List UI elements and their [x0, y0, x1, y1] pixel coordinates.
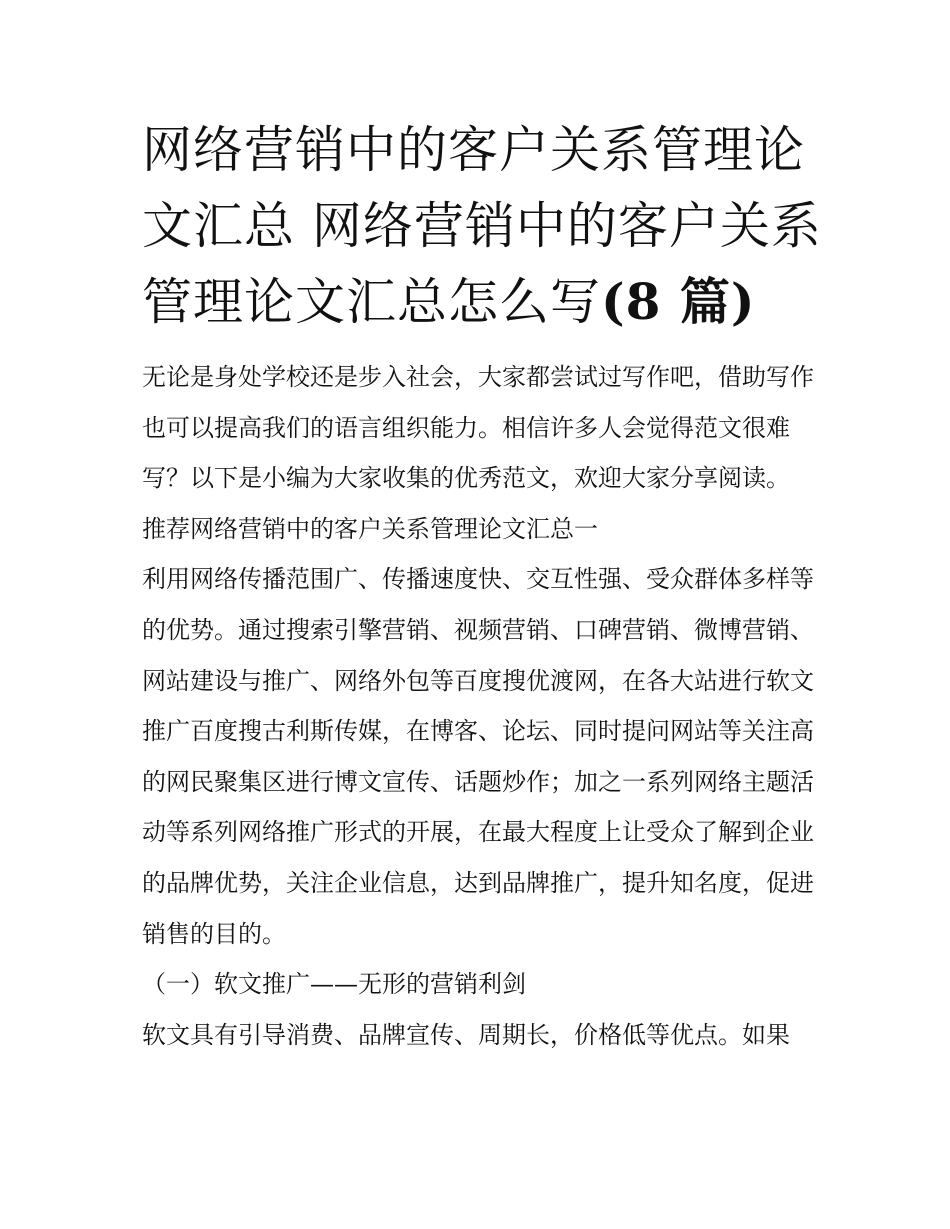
- section-heading-recommend: 推荐网络营销中的客户关系管理论文汇总一: [142, 514, 598, 543]
- title-main: 网络营销中的客户关系管理论文汇总 网络营销中的客户关系管理论文汇总怎么写: [142, 121, 822, 331]
- body-paragraph-continued: 软文具有引导消费、品牌宣传、周期长，价格低等优点。如果: [142, 1020, 790, 1049]
- document-title: [142, 112, 822, 340]
- body-paragraph: 利用网络传播范围广、传播速度快、交互性强、受众群体多样等的优势。通过搜索引擎营销、视频营销、口碑营销、微博营销、网站建设与推广、网络外包等百度搜优渡网，在各大站进行软文推广百度搜古利斯传媒，在博客、论坛、同时提问网站等关注高的网民聚集区进行博文宣传、话题炒作；加之一系列网络主题活动等系列网络推广形式的开展，在最大程度上让受众了解到企业的品牌优势，关注企业信息，达到品牌推广，提升知名度，促进销售的目的。: [142, 565, 814, 948]
- intro-paragraph: 无论是身处学校还是步入社会，大家都尝试过写作吧，借助写作也可以提高我们的语言组织能力。相信许多人会觉得范文很难写？以下是小编为大家收集的优秀范文，欢迎大家分享阅读。: [142, 363, 814, 493]
- document-body: [142, 352, 822, 1060]
- title-suffix: (8 篇): [601, 272, 756, 331]
- subsection-heading: （一）软文推广——无形的营销利剑: [142, 970, 526, 999]
